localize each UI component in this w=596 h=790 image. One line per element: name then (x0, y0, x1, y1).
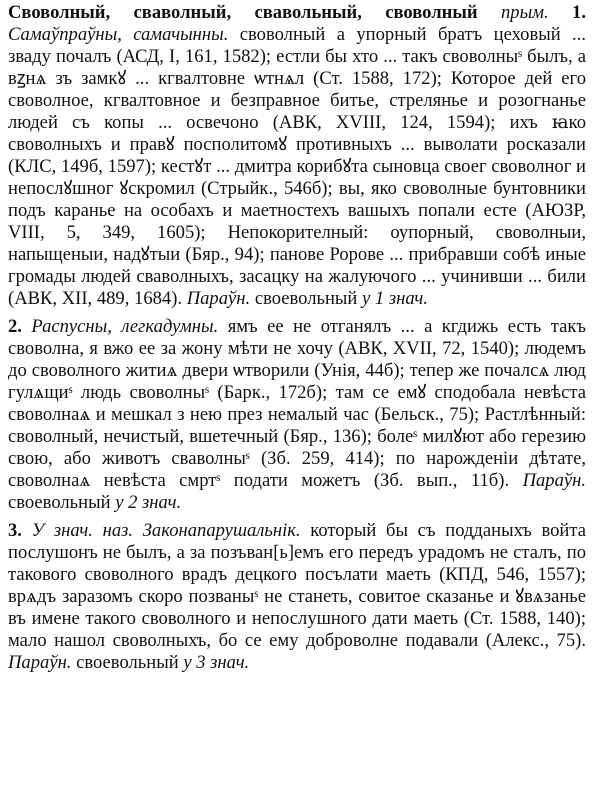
cross-ref-label: Параўн. (522, 470, 587, 491)
cross-ref-sense: у 2 знач. (115, 492, 182, 513)
sense-number: 3. (8, 520, 22, 541)
cross-ref-word: своевольный (8, 492, 111, 513)
headword: Своволный, сваволный, свавольный, своволный (8, 2, 478, 23)
sense-gloss: У знач. наз. Законапарушальнік. (31, 520, 301, 541)
cross-ref-label: Параўн. (186, 288, 251, 309)
cross-ref-sense: у 3 знач. (183, 652, 250, 673)
sense-3 (8, 520, 586, 674)
sense-number: 2. (8, 316, 22, 337)
sense-2 (8, 316, 586, 514)
sense-gloss: Самаўпраўны, самачынны. (8, 24, 229, 45)
cross-ref-label: Параўн. (8, 652, 72, 673)
cross-ref-word: своевольный (254, 288, 358, 309)
sense-citations: своволный а упорный братъ цеховый ... зваду почалъ (АСД, I, 161, 1582); естли бы хто ... такъ своволныˢ былъ, а вꙁнѧ зъ замкꙋ ... кгвалтовне ѡтнѧл (Ст. 1588, 172); Которое дей его своволное, кгвалтовное и безправное битье, стрелянье и розогнанье людей съ копы ... освечоно (АВК, XVIII, 124, 1594); ихъ ꙗко своволныхъ и правꙋ посполитомꙋ противныхъ ... выволати росказали (КЛС, 149б, 1597); кестꙋт ... дмитра корибꙋта сыновца своег своволног и непослꙋшног ꙋскромил (Стрыйк., 546б); вы, яко своволные бунтовники подъ каранье на особахъ и маетностехъ вашыхъ попали есте (АЮЗР, VIII, 5, 349, 1605); Непокорителный: оупорный, своволныи, напыщеныи, надꙋтыи (Бяр., 94); панове Ророве ... прибравши собѣ иные громады людей сваволныхъ, засацку на жалуючого ... учинивши ... били (АВК, XII, 489, 1684). (8, 24, 587, 309)
sense-number: 1. (572, 2, 586, 23)
cross-ref-word: своевольный (76, 652, 179, 673)
sense-gloss: Распусны, легкадумны. (31, 316, 219, 337)
cross-ref-sense: у 1 знач. (362, 288, 428, 309)
sense-citations: который бы съ подданыхъ войта послушонъ не былъ, а за позъван[ь]емъ его передъ урадомъ не сталъ, по такового своволного врадъ децкого посълати маеть (КПД, 546, 1557); врѧдъ заразомъ скоро позваныˢ не станеть, совитое сказанье и ꙋвѧзанье въ имене такого своволного и непослушного дати маеть (Ст. 1588, 140); мало нашол своволныхъ, бо се ему доброволне подавали (Алекс., 75). (8, 520, 586, 651)
part-of-speech: прым. (500, 2, 549, 23)
sense-citations: ямъ ее не отганялъ ... а кгдижь есть такъ своволна, я вжо ее за жону мѣти не хочу (АВК, XVII, 72, 1540); людемъ до своволного житиѧ двери ѡтворили (Унія, 44б); тепер же почалсѧ люд гулѧщиˢ людь своволныˢ (Барк., 172б); там се емꙋ сподобала невѣста своволнаѧ и мешкал з нею през немалый час (Бельск., 75); Растлѣнный: своволный, нечистый, вшетечный (Бяр., 136); болеˢ милꙋют або герезию свою, або животъ сваволныˢ (Зб. 259, 414); по нарожденіи дѣтате, своволнаѧ невѣста смртˢ подати можетъ (Зб. вып., 11б). (8, 316, 586, 491)
sense-1 (8, 2, 586, 310)
